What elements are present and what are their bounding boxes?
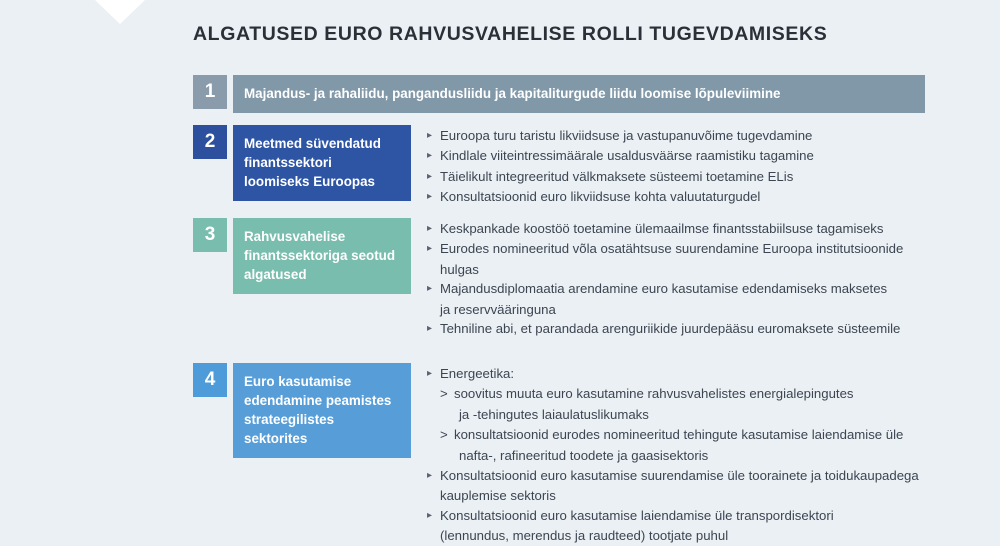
bullet-continuation	[427, 300, 903, 319]
bullet-continuation	[427, 486, 919, 505]
initiative-section-1	[193, 75, 925, 113]
sub-bullet-continuation	[427, 405, 919, 424]
section-number-badge: 3	[193, 218, 227, 252]
bullet-text: kauplemise sektoris	[440, 488, 556, 504]
section-title-box: Rahvusvahelise finantssektoriga seotud algatused	[233, 218, 411, 294]
bullet-triangle-icon: ▸	[427, 283, 433, 295]
triangle-down-icon	[95, 0, 145, 24]
bullet-triangle-icon: ▸	[427, 130, 433, 141]
bullet-continuation	[427, 260, 903, 279]
bullet-item	[427, 146, 814, 165]
section-number-badge: 1	[193, 75, 227, 109]
initiative-section-2	[193, 125, 814, 208]
bullet-triangle-icon: ▸	[427, 223, 433, 234]
bullet-item	[427, 319, 903, 338]
bullet-item	[427, 364, 919, 383]
section-title-box: Euro kasutamise edendamine peamistes strateegilistes sektorites	[233, 363, 411, 458]
section-title-box: Majandus- ja rahaliidu, pangandusliidu ja kapitaliturgude liidu loomise lõpuleviimine	[233, 75, 925, 113]
bullet-text: (lennundus, merendus ja raudteed) tootjate puhul	[440, 528, 729, 544]
sub-bullet-continuation	[427, 446, 919, 465]
initiative-section-3	[193, 218, 903, 339]
bullet-triangle-icon: ▸	[427, 170, 433, 182]
bullet-triangle-icon: ▸	[427, 509, 433, 521]
section-title-box: Meetmed süvendatud finantssektori loomiseks Euroopas	[233, 125, 411, 201]
sub-bullet-text: soovitus muuta euro kasutamine rahvusvahelistes energialepingutes	[454, 386, 854, 402]
section-number-badge: 4	[193, 363, 227, 397]
bullet-text: Tehniline abi, et parandada arenguriikide juurdepääsu euromaksete süsteemile	[440, 321, 901, 337]
sub-bullet-text: konsultatsioonid eurodes nomineeritud tehingute kasutamise laiendamise üle	[454, 427, 904, 443]
section-number-badge: 2	[193, 125, 227, 159]
bullet-text: Euroopa turu taristu likviidsuse ja vastupanuvõime tugevdamine	[440, 128, 813, 143]
bullet-continuation	[427, 526, 919, 545]
bullet-text: hulgas	[440, 261, 479, 277]
bullet-item	[427, 506, 919, 525]
sub-bullet-item	[427, 384, 919, 403]
initiative-section-4	[193, 363, 919, 546]
bullet-item	[427, 239, 903, 258]
bullet-item	[427, 466, 919, 485]
sub-bullet-marker-icon: >	[440, 386, 448, 402]
bullet-triangle-icon: ▸	[427, 191, 433, 203]
section-bullet-list	[427, 363, 919, 546]
sub-bullet-item	[427, 425, 919, 444]
page-title: ALGATUSED EURO RAHVUSVAHELISE ROLLI TUGEVDAMISEKS	[193, 23, 828, 46]
bullet-triangle-icon: ▸	[427, 150, 433, 162]
bullet-item	[427, 167, 814, 186]
section-bullet-list	[427, 218, 903, 339]
bullet-text: Energeetika:	[440, 366, 515, 381]
sub-bullet-text: nafta-, rafineeritud toodete ja gaasisektoris	[459, 447, 709, 463]
bullet-text: Kindlale viiteintressimäärale usaldusväärse raamistiku tagamine	[440, 148, 814, 164]
sub-bullet-text: ja -tehingutes laiaulatuslikumaks	[459, 406, 649, 422]
section-bullet-list	[427, 125, 814, 208]
bullet-item	[427, 126, 814, 145]
bullet-triangle-icon: ▸	[427, 368, 433, 379]
bullet-item	[427, 219, 903, 238]
bullet-text: Keskpankade koostöö toetamine ülemaailmse finantsstabiilsuse tagamiseks	[440, 221, 884, 236]
bullet-text: Konsultatsioonid euro likviidsuse kohta valuutaturgudel	[440, 189, 761, 205]
bullet-text: Konsultatsioonid euro kasutamise laiendamise üle transpordisektori	[440, 507, 834, 523]
bullet-text: Eurodes nomineeritud võla osatähtsuse suurendamine Euroopa institutsioonide	[440, 241, 904, 257]
bullet-item	[427, 187, 814, 206]
bullet-text: Majandusdiplomaatia arendamine euro kasutamise edendamiseks maksetes	[440, 281, 888, 297]
sub-bullet-marker-icon: >	[440, 427, 448, 443]
bullet-item	[427, 279, 903, 298]
bullet-text: ja reservvääringuna	[440, 301, 556, 317]
bullet-triangle-icon: ▸	[427, 243, 433, 255]
bullet-text: Konsultatsioonid euro kasutamise suurendamise üle toorainete ja toidukaupadega	[440, 468, 919, 484]
bullet-triangle-icon: ▸	[427, 470, 433, 482]
bullet-text: Täielikult integreeritud välkmaksete süsteemi toetamine ELis	[440, 168, 794, 184]
bullet-triangle-icon: ▸	[427, 323, 433, 335]
